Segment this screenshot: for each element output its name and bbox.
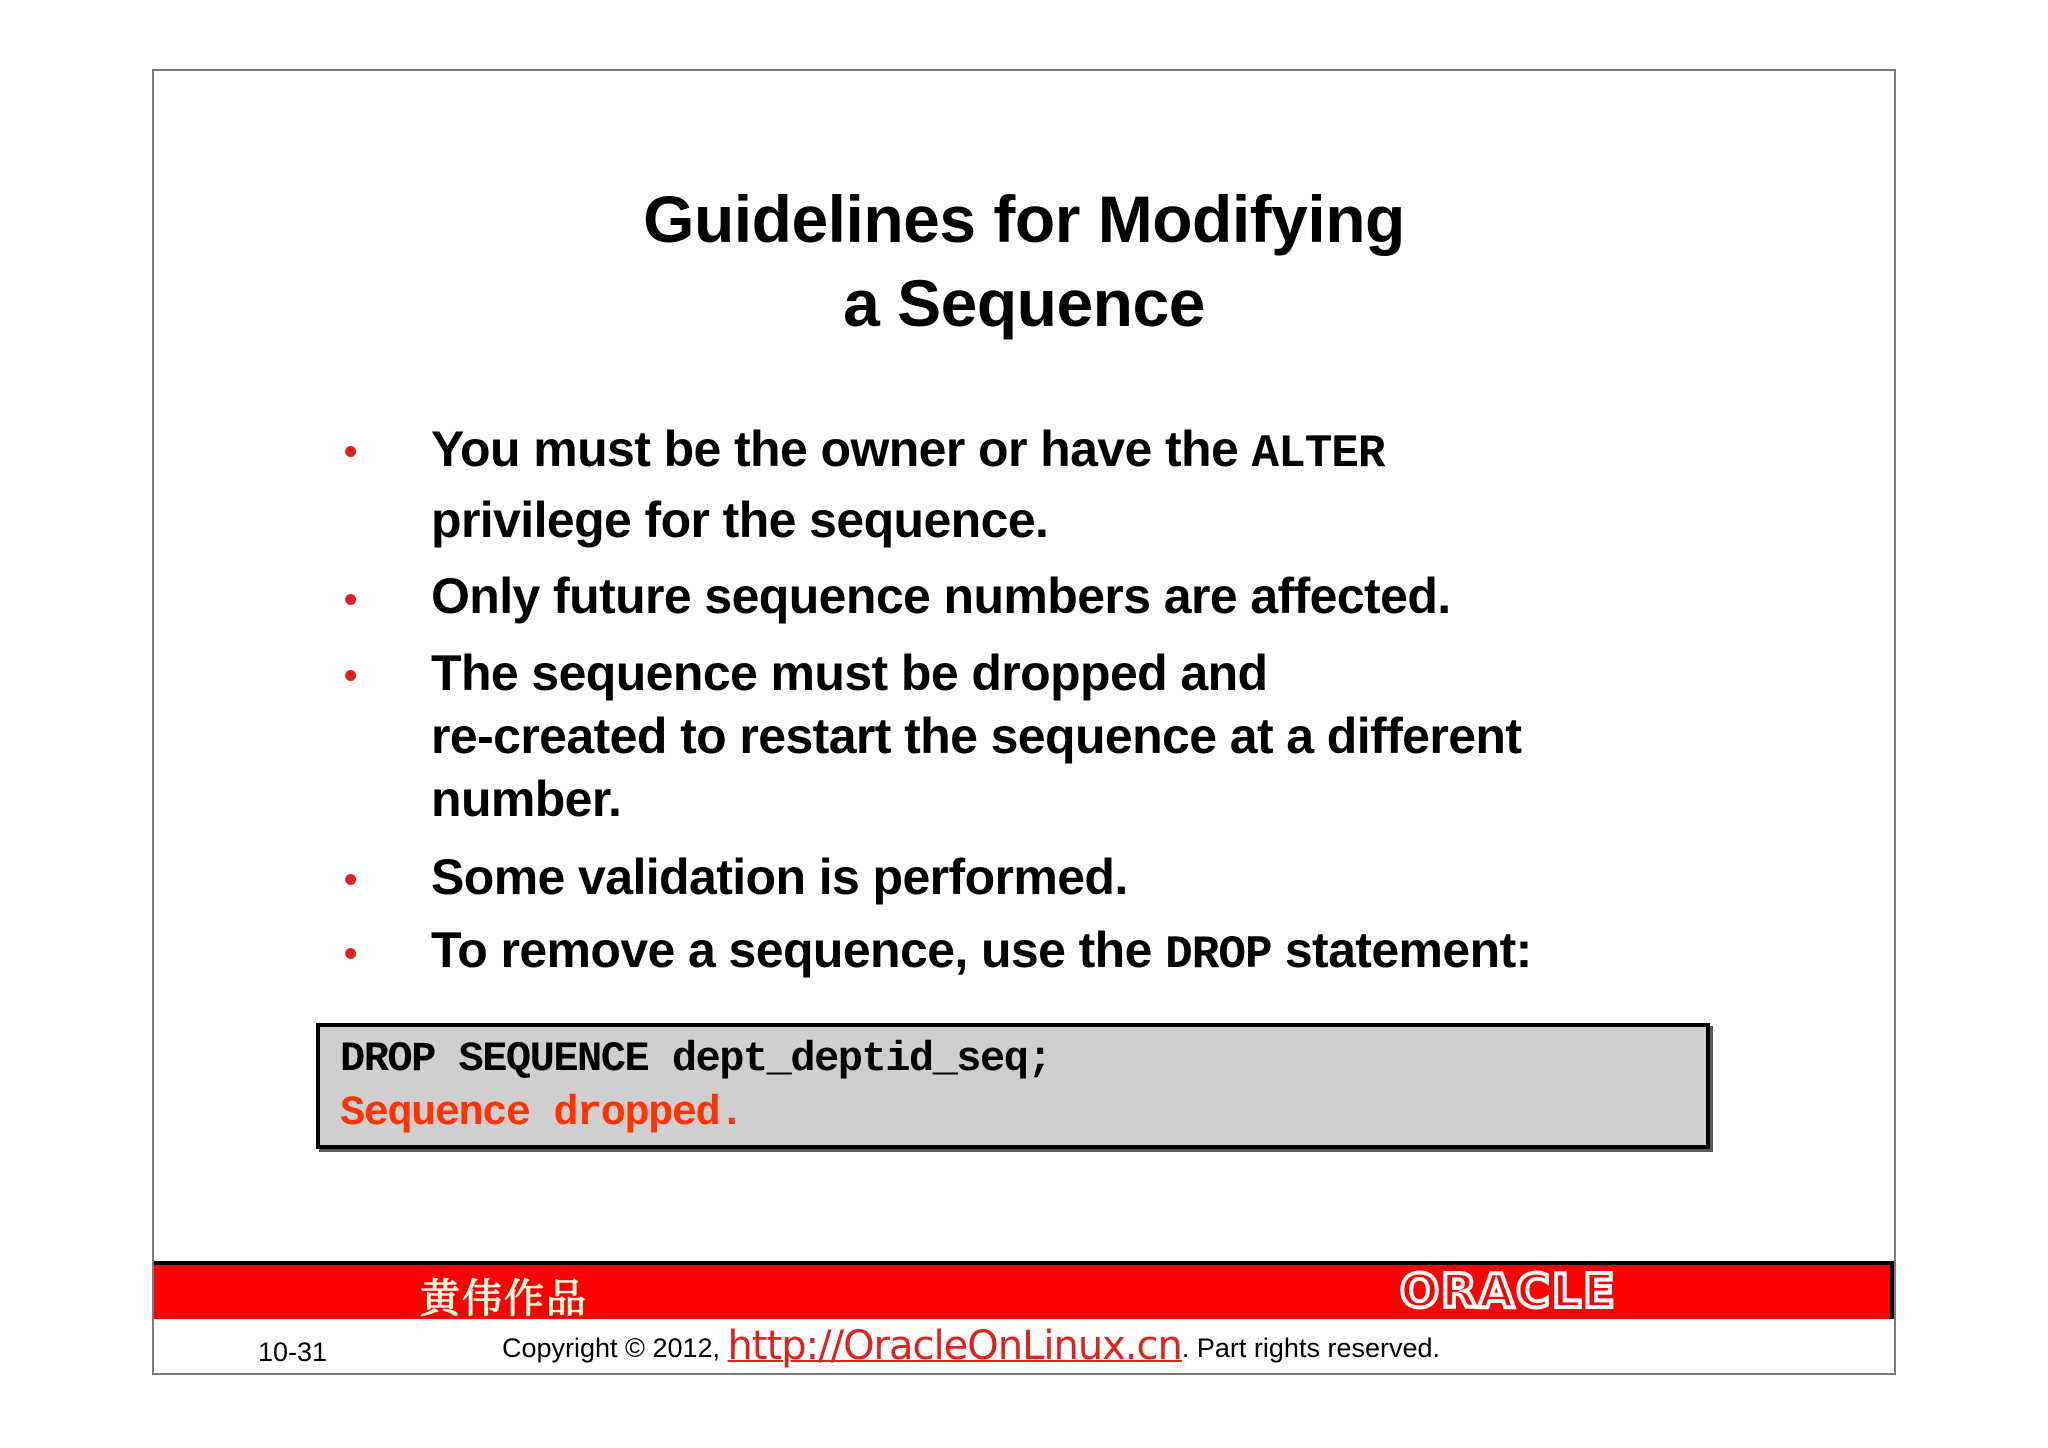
- bullet-dot: •: [344, 933, 358, 975]
- svg-text:ORACLE: ORACLE: [1400, 1269, 1617, 1313]
- bullet-2-line-1: Only future sequence numbers are affected.: [431, 568, 1451, 624]
- author-signature: 黄伟作品: [420, 1275, 588, 1322]
- site-link[interactable]: http://OracleOnLinux.cn: [727, 1323, 1182, 1369]
- bullet-4-line-1: Some validation is performed.: [431, 849, 1128, 905]
- code-statement: DROP SEQUENCE dept_deptid_seq;: [340, 1035, 1052, 1083]
- slide: [152, 69, 1896, 1375]
- code-result: Sequence dropped.: [340, 1089, 743, 1137]
- bullet-1-line-1: You must be the owner or have the ALTER: [431, 421, 1385, 480]
- footer-band: [154, 1261, 1894, 1322]
- code-block: [316, 1023, 1710, 1149]
- bullet-5-line-1: To remove a sequence, use the DROP statement:: [431, 922, 1532, 981]
- page-number: 10-31: [258, 1337, 328, 1367]
- bullet-dot: •: [344, 655, 358, 697]
- slide-title-line-1: Guidelines for Modifying: [643, 182, 1405, 256]
- slide-title-line-2: a Sequence: [843, 266, 1205, 340]
- oracle-logo-icon: [1400, 1269, 1660, 1313]
- bullet-3-line-1: The sequence must be dropped and: [431, 645, 1268, 701]
- bullet-3-line-2: re-created to restart the sequence at a different: [431, 708, 1522, 764]
- bullet-dot: •: [344, 579, 358, 621]
- copyright-line: Copyright © 2012, http://OracleOnLinux.cn. Part rights reserved.: [502, 1323, 1441, 1369]
- code-keyword: DROP: [1165, 929, 1272, 981]
- bullet-dot: •: [344, 859, 358, 901]
- bullet-dot: •: [344, 431, 358, 473]
- bullet-1-line-2: privilege for the sequence.: [431, 492, 1049, 548]
- bullet-3-line-3: number.: [431, 771, 622, 827]
- code-keyword: ALTER: [1251, 428, 1385, 480]
